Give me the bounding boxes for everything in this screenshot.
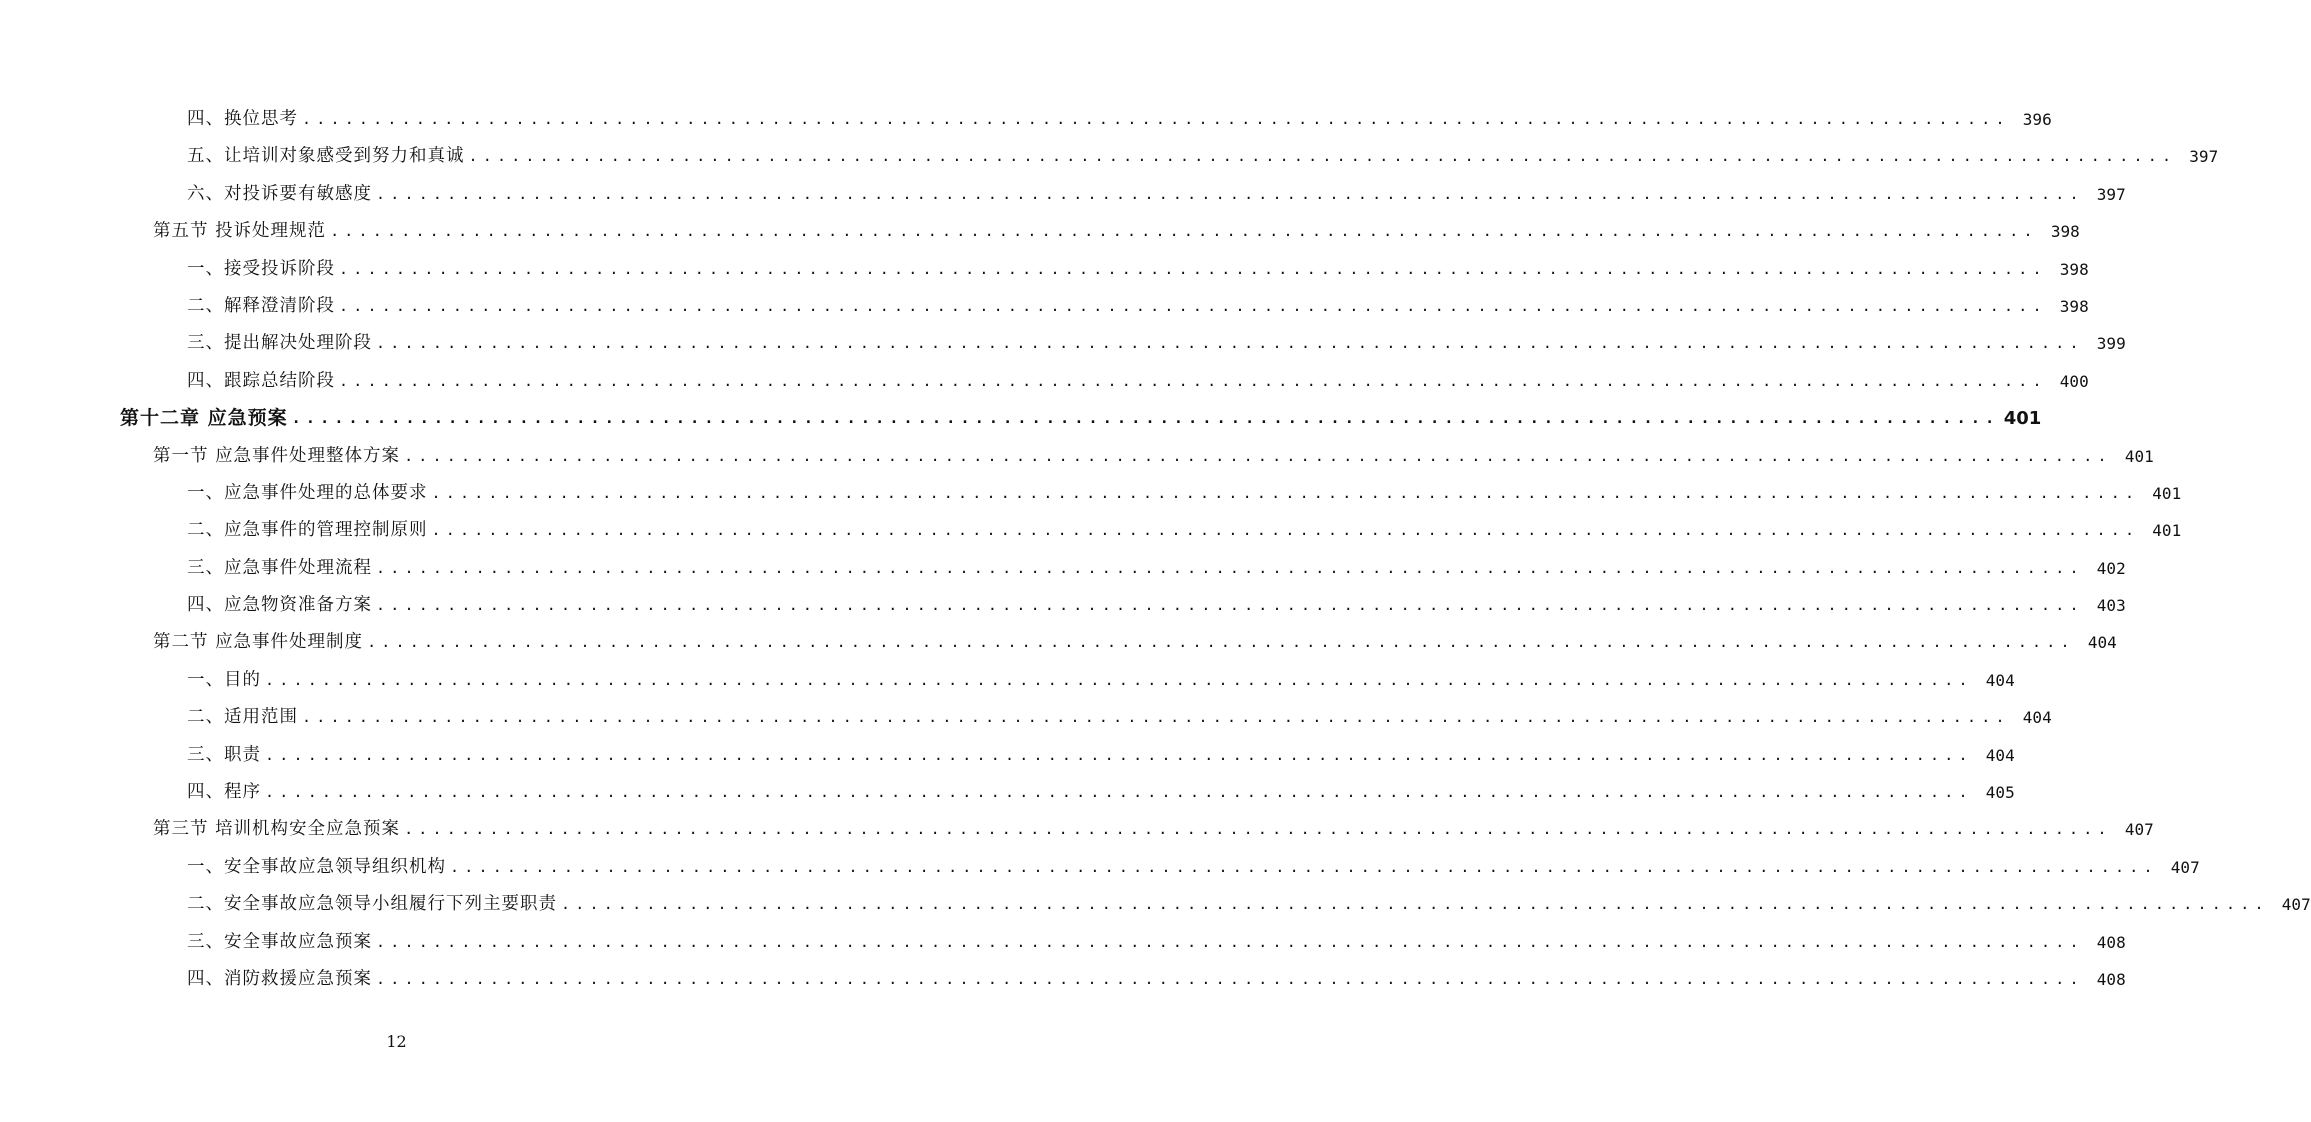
dot-leader: ........................................................................................................................ [376, 558, 2084, 577]
dot-leader: ........................................................................................................................ [330, 222, 2038, 241]
toc-section-entry[interactable] [0, 811, 2154, 848]
toc-entry-title: 四、消防救援应急预案 [187, 968, 372, 989]
dot-leader: ........................................................................................................................ [431, 483, 2140, 502]
toc-entry-page: 401 [2152, 521, 2182, 541]
dot-leader: ........................................................................................................................ [339, 296, 2047, 315]
toc-subsection-entry[interactable] [0, 138, 2219, 175]
table-of-contents [0, 101, 2311, 998]
dot-leader: ........................................................................................................................ [376, 932, 2084, 951]
toc-subsection-entry[interactable] [0, 737, 2015, 774]
toc-subsection-entry[interactable] [0, 363, 2089, 400]
toc-entry-page: 398 [2050, 222, 2080, 242]
dot-leader: ........................................................................................................................ [367, 633, 2075, 652]
toc-entry-title: 一、应急事件处理的总体要求 [187, 482, 428, 503]
toc-entry-title: 第一节 应急事件处理整体方案 [153, 445, 401, 466]
toc-entry-title: 三、应急事件处理流程 [187, 557, 372, 578]
toc-entry-title: 一、目的 [187, 669, 261, 690]
toc-entry-title: 一、接受投诉阶段 [187, 258, 335, 279]
dot-leader: ........................................................................................................................ [339, 371, 2047, 390]
toc-entry-page: 408 [2096, 932, 2126, 952]
toc-subsection-entry[interactable] [0, 849, 2200, 886]
dot-leader: ........................................................................................................................ [265, 745, 1973, 764]
toc-subsection-entry[interactable] [0, 512, 2182, 549]
toc-section-entry[interactable] [0, 213, 2080, 250]
toc-entry-page: 407 [2281, 895, 2311, 915]
dot-leader: ........................................................................................................................ [376, 334, 2084, 353]
dot-leader: ........................................................................................................................ [450, 857, 2158, 876]
toc-subsection-entry[interactable] [0, 288, 2089, 325]
toc-entry-page: 408 [2096, 969, 2126, 989]
toc-entry-page: 407 [2124, 820, 2154, 840]
dot-leader: ........................................................................................................................ [468, 147, 2177, 166]
dot-leader: ........................................................................................................................ [404, 446, 2112, 465]
toc-entry-page: 401 [2124, 446, 2154, 466]
toc-subsection-entry[interactable] [0, 662, 2015, 699]
toc-entry-title: 三、提出解决处理阶段 [187, 333, 372, 354]
dot-leader: ........................................................................................................................ [376, 969, 2084, 988]
toc-entry-page: 401 [2152, 483, 2182, 503]
toc-entry-title: 三、安全事故应急预案 [187, 931, 372, 952]
toc-entry-page: 401 [2003, 408, 2042, 430]
dot-leader: ........................................................................................................................ [376, 596, 2084, 615]
toc-entry-page: 397 [2096, 184, 2126, 204]
dot-leader: ........................................................................................................................ [376, 184, 2084, 203]
dot-leader: ........................................................................................................................ [265, 670, 1973, 689]
toc-entry-title: 二、应急事件的管理控制原则 [187, 520, 428, 541]
toc-entry-page: 404 [2087, 633, 2117, 653]
toc-entry-title: 五、让培训对象感受到努力和真诚 [187, 146, 465, 167]
toc-entry-page: 402 [2096, 558, 2126, 578]
toc-subsection-entry[interactable] [0, 924, 2126, 961]
toc-section-entry[interactable] [0, 624, 2117, 661]
toc-entry-page: 404 [1985, 670, 2015, 690]
toc-entry-title: 第十二章 应急预案 [120, 407, 288, 430]
toc-entry-title: 第二节 应急事件处理制度 [153, 632, 364, 653]
toc-subsection-entry[interactable] [0, 475, 2182, 512]
toc-entry-page: 396 [2022, 110, 2052, 129]
toc-entry-title: 二、适用范围 [187, 707, 298, 728]
toc-subsection-entry[interactable] [0, 101, 2052, 138]
dot-leader: ........................................................................................................................ [431, 521, 2140, 540]
toc-subsection-entry[interactable] [0, 251, 2089, 288]
toc-entry-page: 400 [2059, 371, 2089, 391]
toc-entry-page: 405 [1985, 783, 2015, 803]
dot-leader: ........................................................................................................................ [561, 895, 2269, 914]
dot-leader: ........................................................................................................................ [265, 783, 1973, 802]
toc-entry-page: 398 [2059, 296, 2089, 316]
toc-entry-page: 404 [1985, 745, 2015, 765]
toc-entry-page: 399 [2096, 334, 2126, 354]
toc-entry-title: 四、应急物资准备方案 [187, 595, 372, 616]
toc-entry-page: 407 [2170, 857, 2200, 877]
dot-leader: ........................................................................................................................ [291, 409, 2000, 428]
toc-entry-page: 398 [2059, 259, 2089, 279]
dot-leader: ........................................................................................................................ [302, 708, 2010, 727]
toc-subsection-entry[interactable] [0, 587, 2126, 624]
toc-entry-title: 二、解释澄清阶段 [187, 295, 335, 316]
toc-subsection-entry[interactable] [0, 550, 2126, 587]
toc-entry-title: 三、职责 [187, 744, 261, 765]
toc-subsection-entry[interactable] [0, 886, 2311, 923]
toc-entry-title: 四、跟踪总结阶段 [187, 370, 335, 391]
toc-entry-title: 二、安全事故应急领导小组履行下列主要职责 [187, 894, 557, 915]
toc-section-entry[interactable] [0, 438, 2154, 475]
toc-entry-page: 397 [2189, 147, 2219, 167]
toc-entry-title: 四、换位思考 [187, 109, 298, 129]
toc-subsection-entry[interactable] [0, 961, 2126, 998]
toc-subsection-entry[interactable] [0, 176, 2126, 213]
dot-leader: ........................................................................................................................ [339, 259, 2047, 278]
toc-chapter-entry[interactable] [0, 400, 2042, 437]
toc-entry-title: 六、对投诉要有敏感度 [187, 183, 372, 204]
toc-subsection-entry[interactable] [0, 325, 2126, 362]
toc-entry-title: 第三节 培训机构安全应急预案 [153, 819, 401, 840]
toc-subsection-entry[interactable] [0, 699, 2052, 736]
toc-entry-title: 四、程序 [187, 782, 261, 803]
toc-entry-page: 403 [2096, 596, 2126, 616]
toc-entry-title: 第五节 投诉处理规范 [153, 221, 327, 242]
toc-subsection-entry[interactable] [0, 774, 2015, 811]
toc-entry-title: 一、安全事故应急领导组织机构 [187, 856, 446, 877]
toc-entry-page: 404 [2022, 708, 2052, 728]
dot-leader: ........................................................................................................................ [302, 110, 2010, 128]
dot-leader: ........................................................................................................................ [404, 820, 2112, 839]
page-number: 12 [386, 1032, 407, 1051]
